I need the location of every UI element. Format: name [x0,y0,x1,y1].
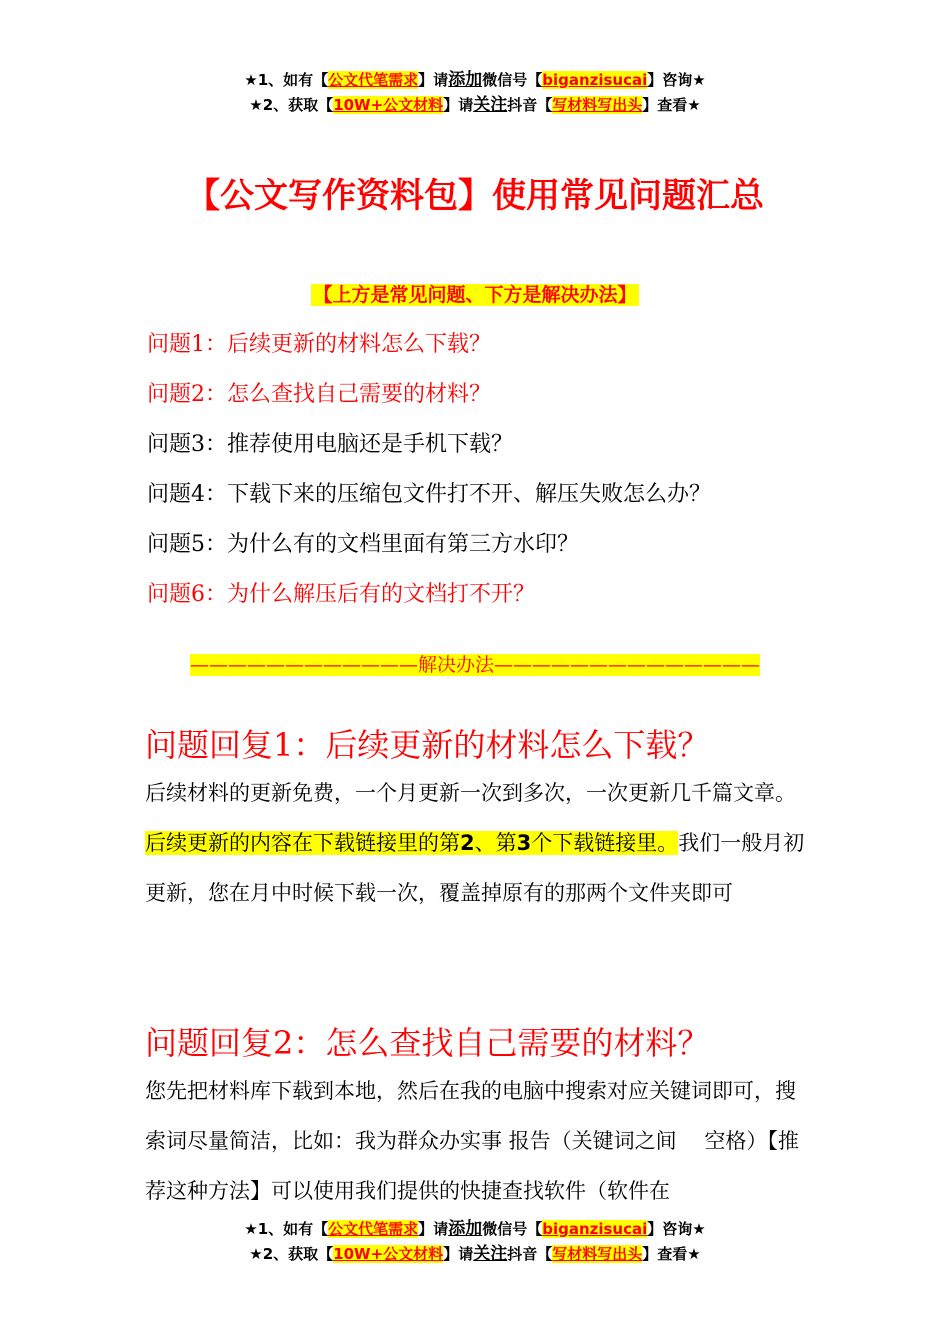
highlight-text: 后续更新的内容在下载链接里的第 [145,831,460,855]
reply-2-body: 您先把材料库下载到本地，然后在我的电脑中搜索对应关键词即可，搜索词尽量简洁，比如：我为群众办实事 报告（关键词之间 空格）【推荐这种方法】可以使用我们提供的快捷查找软件（软件在 [145,1079,799,1203]
question-item: 问题2：怎么查找自己需要的材料？ [147,382,491,407]
page-title: 【公文写作资料包】使用常见问题汇总 [186,176,764,216]
header-notice-line-1 [0,69,950,91]
notice-text: ★2、获取【 [249,96,334,114]
notice-wechat-id: biganzisucai [542,1220,648,1238]
footer-notice-line-2 [0,1243,950,1265]
reply-1-highlight [145,831,678,855]
question-list [147,320,711,620]
notice-tag-materials: 10W+公文材料 [333,96,444,114]
section-subheading [0,281,950,309]
notice-text: 】查看★ [642,96,701,114]
notice-tag-ghostwriting: 公文代笔需求 [328,1220,419,1238]
question-item: 问题3：推荐使用电脑还是手机下载？ [147,432,513,457]
reply-1-tail: 我们一般月初更新，您在月中时候下载一次，覆盖掉原有的那两个文件夹即可 [145,831,805,905]
notice-wechat-id: biganzisucai [542,71,648,89]
header-notice-line-2 [0,94,950,116]
notice-emphasis: 关注 [473,1244,508,1264]
question-item: 问题5：为什么有的文档里面有第三方水印？ [147,532,579,557]
question-item: 问题6：为什么解压后有的文档打不开？ [147,582,535,607]
reply-2-heading: 问题回复2：怎么查找自己需要的材料？ [145,1024,710,1062]
link-number: 2 [460,831,475,855]
link-number: 3 [516,831,532,855]
notice-emphasis: 添加 [448,1219,483,1239]
notice-emphasis: 关注 [473,95,508,115]
reply-1-heading: 问题回复1：后续更新的材料怎么下载？ [145,726,710,764]
question-item: 问题4：下载下来的压缩包文件打不开、解压失败怎么办？ [147,482,711,507]
reply-1-lead: 后续材料的更新免费，一个月更新一次到多次，一次更新几千篇文章。 [145,781,796,805]
solutions-divider [0,650,950,680]
notice-emphasis: 添加 [448,70,483,90]
notice-tag-materials: 10W+公文材料 [333,1245,444,1263]
divider-text: ————————————解决办法—————————————— [189,654,760,676]
notice-text: 微信号【 [482,71,543,89]
notice-text: 】请 [418,71,449,89]
notice-douyin-account: 写材料写出头 [552,96,643,114]
notice-text: 抖音【 [507,96,553,114]
notice-text: 】请 [418,1220,449,1238]
notice-text: 】请 [443,1245,474,1263]
subheading-text: 【上方是常见问题、下方是解决办法】 [313,284,637,306]
notice-douyin-account: 写材料写出头 [552,1245,643,1263]
highlight-text: 个下载链接里。 [531,831,679,855]
notice-text: ★1、如有【 [244,71,329,89]
reply-1-body [145,768,810,918]
notice-text: 抖音【 [507,1245,553,1263]
notice-text: 】查看★ [642,1245,701,1263]
notice-text: 微信号【 [482,1220,543,1238]
notice-text: 】请 [443,96,474,114]
notice-tag-ghostwriting: 公文代笔需求 [328,71,419,89]
highlight-text: 、第 [474,831,517,855]
notice-text: ★2、获取【 [249,1245,334,1263]
footer-notice-line-1 [0,1218,950,1240]
notice-text: ★1、如有【 [244,1220,329,1238]
notice-text: 】咨询★ [647,71,706,89]
notice-text: 】咨询★ [647,1220,706,1238]
question-item: 问题1：后续更新的材料怎么下载？ [147,332,491,357]
